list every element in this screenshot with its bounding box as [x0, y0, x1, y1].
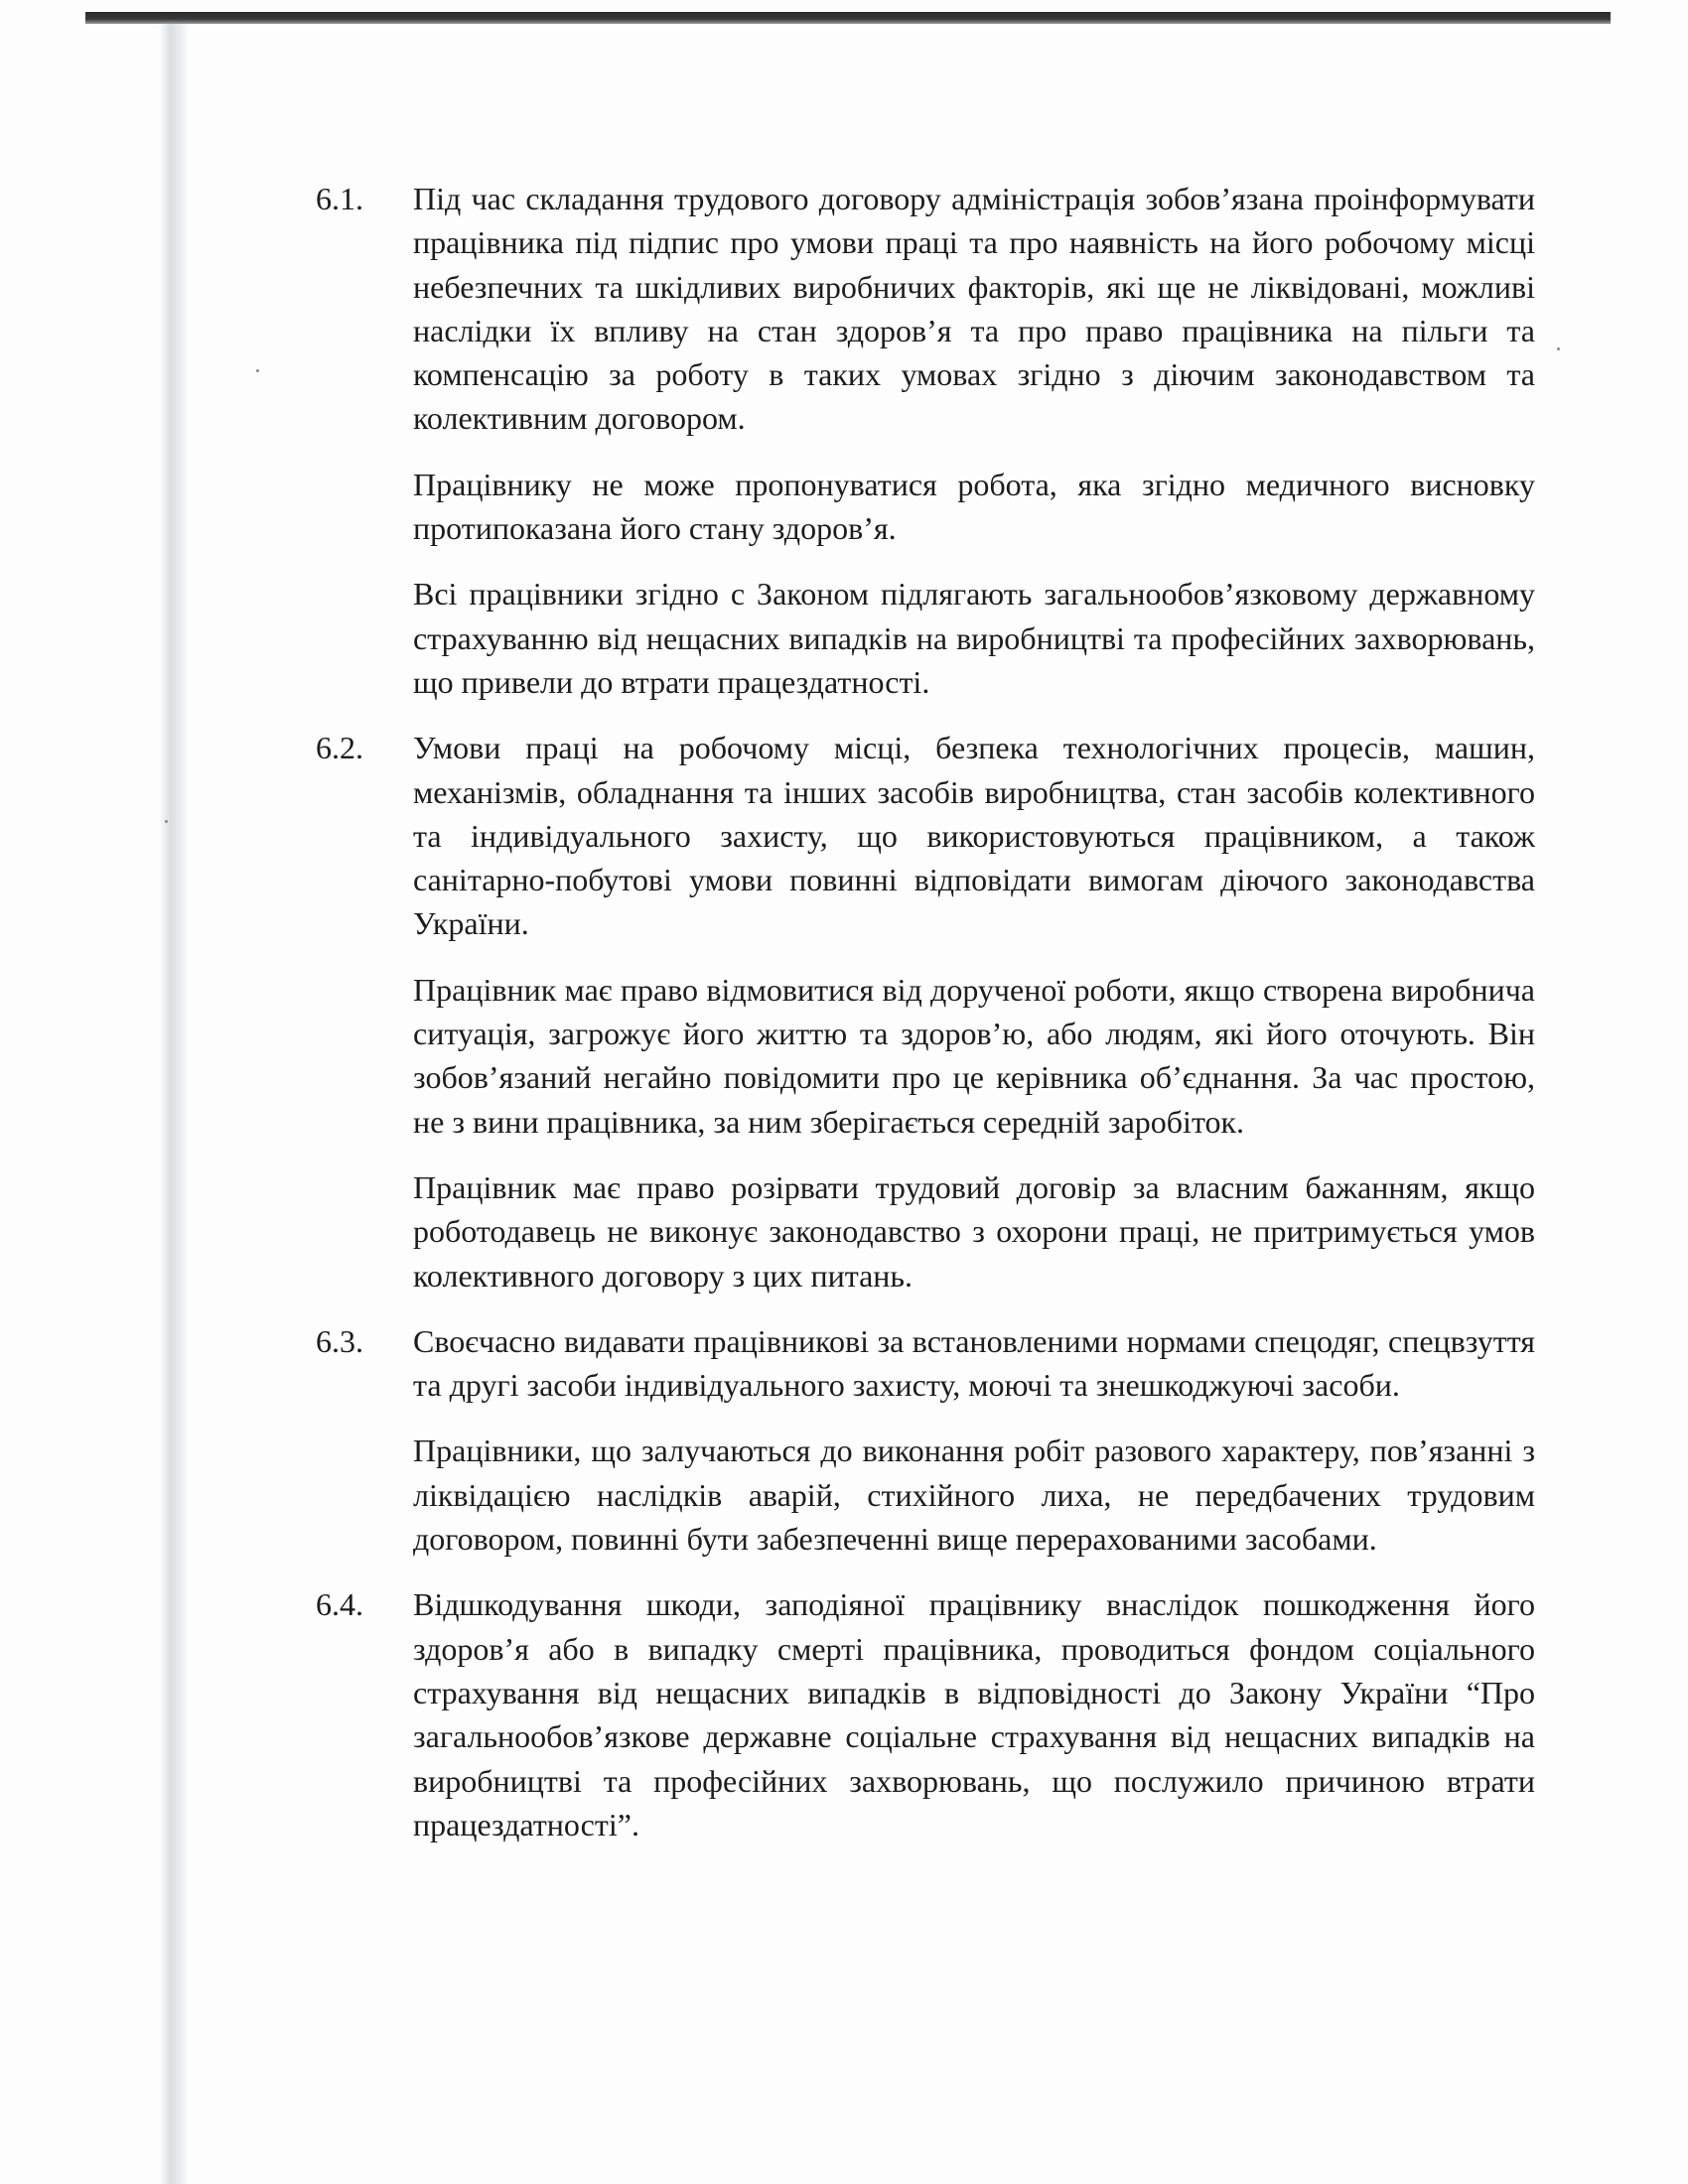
section-6-1: [316, 177, 1535, 704]
paragraph: Відшкодування шкоди, заподіяної працівнику внаслідок пошкодження його здоров’я або в випадку смерті працівника, проводиться фондом соціального страхування від нещасних випадків в відповідності до Закону України “Про загальнообов’язкове державне соціальне страхування від нещасних випадків на виробництві та професійних захворювань, що послужило причиною втрати працездатності”.: [413, 1586, 1535, 1843]
section-6-2: [316, 726, 1535, 1297]
paragraph: Працівник має право відмовитися від дорученої роботи, якщо створена виробнича ситуація, загрожує його життю та здоров’ю, або людям, які його оточують. Він зобов’язаний негайно повідомити про це керівника об’єднання. За час простою, не з вини працівника, за ним зберігається середній заробіток.: [413, 971, 1535, 1140]
paragraph: Працівник має право розірвати трудовий договір за власним бажанням, якщо роботодавець не виконує законодавство з охорони праці, не притримується умов колективного договору з цих питань.: [413, 1168, 1535, 1294]
scan-speck: [1557, 347, 1560, 350]
scan-top-edge: [85, 12, 1611, 24]
section-number: 6.4.: [316, 1586, 363, 1623]
paragraph: Своєчасно видавати працівникові за встановленими нормами спецодяг, спецвзуття та другі засоби індивідуального захисту, моючі та знешкоджуючі засоби.: [413, 1322, 1535, 1404]
binding-shadow: [159, 24, 189, 2184]
paragraph: Працівнику не може пропонуватися робота, яка згідно медичного висновку протипоказана його стану здоров’я.: [413, 466, 1535, 547]
paragraph: Під час складання трудового договору адміністрація зобов’язана проінформувати працівника під підпис про умови праці та про наявність на його робочому місці небезпечних та шкідливих виробничих факторів, які ще не ліквідовані, можливі наслідки їх впливу на стан здоров’я та про право працівника на пільги та компенсацію за роботу в таких умовах згідно з діючим законодавством та колективним договором.: [413, 181, 1535, 437]
section-number: 6.3.: [316, 1322, 363, 1359]
section-6-3: [316, 1319, 1535, 1561]
section-6-4: [316, 1582, 1535, 1846]
section-number: 6.2.: [316, 730, 363, 766]
paragraph: Всі працівники згідно с Законом підлягають загальнообов’язковому державному страхуванню від нещасних випадків на виробництві та професійних захворювань, що привели до втрати працездатності.: [413, 576, 1535, 700]
document-body: [316, 177, 1535, 1868]
scan-speck: [256, 369, 259, 372]
paragraph: Працівники, що залучаються до виконання робіт разового характеру, пов’язанні з ліквідацією наслідків аварій, стихійного лиха, не передбачених трудовим договором, повинні бути забезпеченні вище перерахованими засобами.: [413, 1433, 1535, 1558]
paragraph: Умови праці на робочому місці, безпека технологічних процесів, машин, механізмів, обладнання та інших засобів виробництва, стан засобів колективного та індивідуального захисту, що використовуються працівником, а також санітарно-побутові умови повинні відповідати вимогам діючого законодавства України.: [413, 730, 1535, 942]
scan-speck: [165, 820, 168, 823]
section-number: 6.1.: [316, 181, 363, 216]
